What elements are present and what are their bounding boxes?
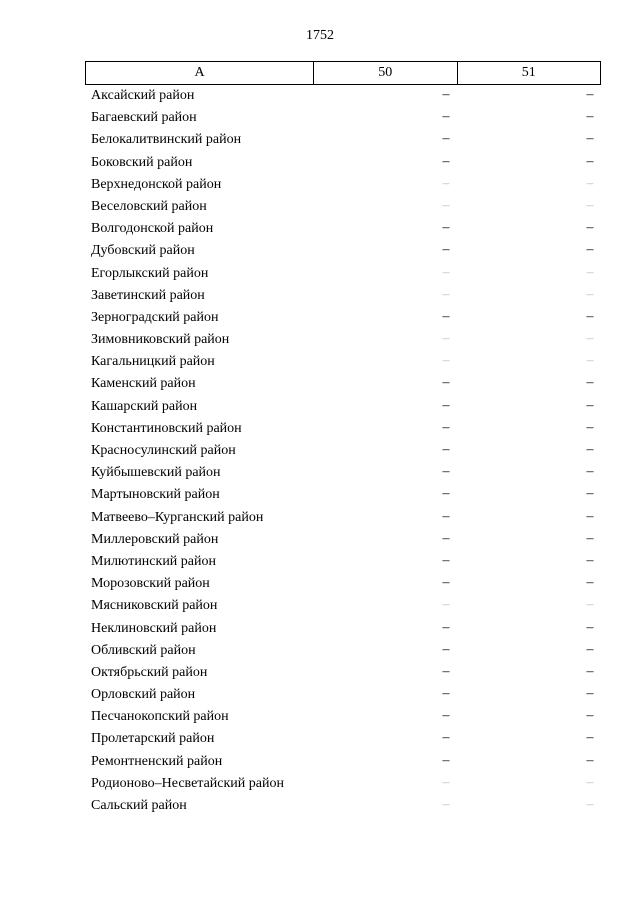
value-col-50: – <box>442 486 450 502</box>
value-col-51: – <box>586 552 594 568</box>
district-name: Сальский район <box>91 798 187 813</box>
value-col-51: – <box>586 286 594 302</box>
value-col-50: – <box>442 264 450 280</box>
value-col-51: – <box>586 752 594 768</box>
district-name: Миллеровский район <box>91 531 219 547</box>
value-col-50: – <box>442 419 450 435</box>
value-col-51: – <box>586 442 594 457</box>
district-name: Октябрьский район <box>91 664 208 680</box>
value-col-51: – <box>586 220 594 236</box>
value-col-51: – <box>586 419 594 435</box>
table-row <box>0 618 640 640</box>
value-col-50: – <box>442 730 450 746</box>
table-row <box>0 773 640 795</box>
table-row <box>0 484 640 506</box>
district-name: Кашарский район <box>91 398 198 414</box>
value-col-51: – <box>586 508 594 524</box>
value-col-50: – <box>442 308 450 324</box>
district-name: Родионово–Несветайский район <box>91 775 284 791</box>
value-col-50: – <box>442 131 450 147</box>
value-col-51: – <box>586 575 594 591</box>
table-row <box>0 373 640 395</box>
value-col-51: – <box>586 708 594 724</box>
value-col-51: – <box>586 686 594 702</box>
table-row <box>0 152 640 174</box>
table-row <box>0 129 640 151</box>
table-row <box>0 640 640 662</box>
table-row <box>0 662 640 684</box>
value-col-50: – <box>442 109 450 125</box>
value-col-50: – <box>442 220 450 236</box>
value-col-51: – <box>586 264 594 280</box>
value-col-51: – <box>586 87 594 102</box>
value-col-51: – <box>586 153 594 169</box>
value-col-51: – <box>586 353 594 369</box>
district-name: Верхнедонской район <box>91 176 222 192</box>
value-col-51: – <box>586 641 594 657</box>
table-header <box>85 61 601 85</box>
district-name: Пролетарский район <box>91 731 215 747</box>
value-col-51: – <box>586 197 594 213</box>
table-row <box>0 396 640 418</box>
value-col-50: – <box>442 597 450 613</box>
header-col-50: 50 <box>314 62 457 85</box>
table-row <box>0 196 640 218</box>
district-name: Веселовский район <box>91 198 207 214</box>
table-row <box>0 240 640 262</box>
table-row <box>0 507 640 529</box>
table-row <box>0 462 640 484</box>
value-col-51: – <box>586 242 594 258</box>
district-name: Егорлыкский район <box>91 265 209 281</box>
value-col-50: – <box>442 552 450 568</box>
value-col-51: – <box>586 619 594 635</box>
district-name: Неклиновский район <box>91 620 217 636</box>
value-col-50: – <box>442 708 450 724</box>
table-row <box>0 174 640 196</box>
district-name: Заветинский район <box>91 287 205 303</box>
table-row <box>0 684 640 706</box>
value-col-50: – <box>442 331 450 347</box>
district-name: Боковский район <box>91 154 193 170</box>
value-col-50: – <box>442 375 450 391</box>
table-row <box>0 418 640 440</box>
value-col-50: – <box>442 397 450 413</box>
value-col-51: – <box>586 730 594 746</box>
table-row <box>0 728 640 750</box>
value-col-50: – <box>442 619 450 635</box>
district-name: Милютинский район <box>91 553 217 569</box>
value-col-50: – <box>442 774 450 790</box>
table-row <box>0 529 640 551</box>
district-name: Морозовский район <box>91 576 210 592</box>
table-body <box>0 85 640 817</box>
district-name: Орловский район <box>91 687 196 703</box>
district-name: Зерноградский район <box>91 309 219 325</box>
district-name: Песчанокопский район <box>91 709 229 725</box>
header-row <box>86 62 601 85</box>
value-col-50: – <box>442 464 450 480</box>
value-col-50: – <box>442 286 450 302</box>
district-name: Багаевский район <box>91 110 197 126</box>
value-col-50: – <box>442 353 450 369</box>
value-col-50: – <box>442 797 450 812</box>
value-col-50: – <box>442 175 450 191</box>
table-row <box>0 595 640 617</box>
district-name: Белокалитвинский район <box>91 132 242 148</box>
table-row <box>0 285 640 307</box>
table-row <box>0 307 640 329</box>
table-row <box>0 85 640 107</box>
value-col-51: – <box>586 464 594 480</box>
table-row <box>0 795 640 817</box>
value-col-50: – <box>442 508 450 524</box>
district-name: Мясниковский район <box>91 598 218 614</box>
value-col-51: – <box>586 597 594 613</box>
value-col-50: – <box>442 686 450 702</box>
value-col-50: – <box>442 530 450 546</box>
value-col-51: – <box>586 109 594 125</box>
value-col-50: – <box>442 575 450 591</box>
table-row <box>0 440 640 462</box>
page-number: 1752 <box>306 28 334 43</box>
value-col-50: – <box>442 87 450 102</box>
header-col-51: 51 <box>457 62 600 85</box>
district-name: Зимовниковский район <box>91 332 230 348</box>
table-row <box>0 351 640 373</box>
district-name: Каменский район <box>91 376 196 392</box>
table-row <box>0 751 640 773</box>
value-col-51: – <box>586 397 594 413</box>
value-col-51: – <box>586 530 594 546</box>
district-name: Обливский район <box>91 642 196 658</box>
header-col-a: А <box>86 62 314 85</box>
district-name: Кагальницкий район <box>91 354 215 370</box>
value-col-51: – <box>586 308 594 324</box>
value-col-50: – <box>442 663 450 679</box>
district-name: Константиновский район <box>91 420 242 436</box>
district-name: Аксайский район <box>91 88 195 103</box>
value-col-50: – <box>442 752 450 768</box>
table-row <box>0 551 640 573</box>
value-col-51: – <box>586 131 594 147</box>
value-col-51: – <box>586 663 594 679</box>
table-row <box>0 107 640 129</box>
table-row <box>0 218 640 240</box>
district-name: Куйбышевский район <box>91 465 221 481</box>
value-col-51: – <box>586 486 594 502</box>
value-col-50: – <box>442 242 450 258</box>
table-row <box>0 573 640 595</box>
district-name: Красносулинский район <box>91 443 236 458</box>
district-name: Дубовский район <box>91 243 195 259</box>
table-row <box>0 329 640 351</box>
district-name: Волгодонской район <box>91 221 214 237</box>
value-col-51: – <box>586 375 594 391</box>
value-col-51: – <box>586 175 594 191</box>
district-name: Матвеево–Курганский район <box>91 509 264 525</box>
value-col-50: – <box>442 197 450 213</box>
value-col-51: – <box>586 774 594 790</box>
value-col-50: – <box>442 153 450 169</box>
table-row <box>0 706 640 728</box>
district-name: Ремонтненский район <box>91 753 223 769</box>
district-name: Мартыновский район <box>91 487 220 503</box>
value-col-51: – <box>586 331 594 347</box>
value-col-50: – <box>442 641 450 657</box>
value-col-51: – <box>586 797 594 812</box>
table-row <box>0 263 640 285</box>
value-col-50: – <box>442 442 450 457</box>
